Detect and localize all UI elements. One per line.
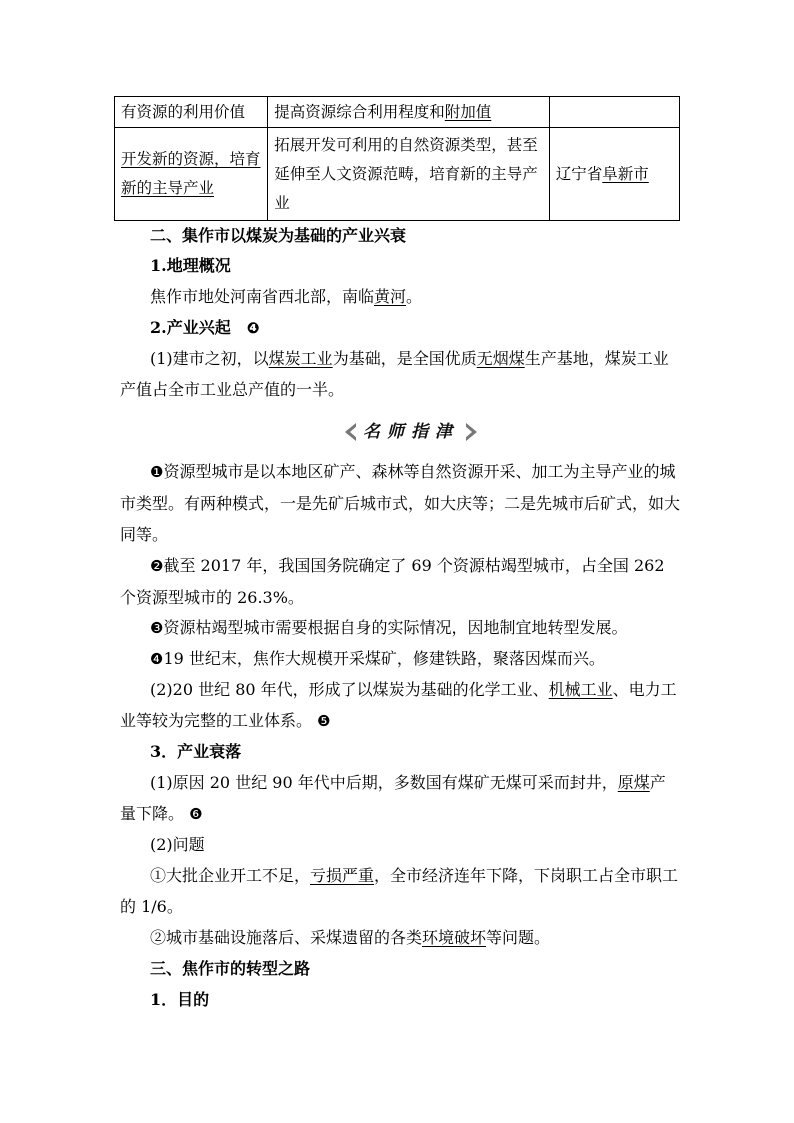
text-run: 辽宁省 [555,164,603,183]
text-run: 三、焦作市的转型之路 [150,959,311,978]
underlined-answer: 附加值 [444,102,492,121]
tip-banner [345,419,477,445]
note-marker: ❸ [150,619,164,637]
text-run: 3．产业衰落 [150,742,242,761]
paragraph [120,922,680,953]
table-cell [549,97,679,128]
note-marker: ❹ [246,319,260,337]
text-run: 2.产业兴起 [150,318,247,337]
table-cell [268,97,549,128]
table-row [115,128,680,221]
underlined-answer: 亏损严重 [310,866,375,885]
text-run: 1.地理概况 [150,256,231,275]
text-run: (2)20 世纪 80 年代，形成了以煤炭为基础的化学工业、 [150,680,549,699]
section-heading [120,220,680,251]
paragraph [120,860,680,922]
text-run: 为基础，是全国优质 [332,349,477,368]
underlined-answer: 原煤 [617,773,650,792]
right-arrow-inner-icon [464,425,472,439]
text-run: 等问题。 [486,928,551,947]
underlined-answer: 阜新市 [602,164,649,183]
underlined-answer: 黄河 [374,287,407,306]
note-paragraph [120,550,680,613]
underlined-answer: 环境破坏 [422,928,487,947]
tip-banner-title: 名师指津 [363,422,459,442]
text-run: 二、集作市以煤炭为基础的产业兴衰 [150,226,407,245]
text-run: ②城市基础设施落后、采煤遗留的各类 [150,928,423,947]
paragraph [120,829,680,860]
note-marker: ❷ [150,557,164,575]
resource-table [114,96,680,221]
text-run: ，全市经济连年下降，下岗职工占全市职工的 1/6。 [120,866,679,916]
text-run: 截至 2017 年，我国国务院确定了 69 个资源枯竭型城市，占全国 262 个资源型城市的 26.3%。 [120,556,665,607]
text-run: 有资源的利用价值 [121,102,246,121]
text-run: 资源型城市是以本地区矿产、森林等自然资源开采、加工为主导产业的城市类型。有两种模式，一是先矿后城市式，如大庆等；二是先城市后矿式，如大同等。 [120,462,681,544]
note-paragraph [120,643,680,675]
text-run: 产量下降。 [120,773,666,823]
note-marker: ❶ [150,463,164,481]
subheading [120,250,680,281]
note-marker: ❹ [150,650,164,668]
text-run: 生产基地，煤炭工业产值占全市工业总产值的一半。 [120,349,669,399]
underlined-answer: 无烟煤 [476,349,525,368]
paragraph [120,767,680,830]
subheading [120,984,680,1015]
underlined-answer: 煤炭工业 [268,349,333,368]
text-run: 1．目的 [150,990,210,1009]
table-cell [268,128,549,221]
note-paragraph [120,612,680,644]
paragraph [120,674,680,737]
subheading [120,312,680,344]
subheading [120,736,680,767]
text-run: 19 世纪末，焦作大规模开采煤矿，修建铁路，聚落因煤而兴。 [163,649,605,668]
text-run: (2)问题 [150,835,205,854]
text-run: ①大批企业开工不足， [150,866,311,885]
underlined-answer: 机械工业 [548,680,613,699]
underlined-answer: 开发新的资源，培育新的主导产业 [121,150,261,197]
text-run: 资源枯竭型城市需要根据自身的实际情况，因地制宜地转型发展。 [163,618,628,637]
section-heading [120,953,680,984]
paragraph [120,281,680,312]
text-run: 提高资源综合利用程度和 [274,102,445,121]
note-paragraph [120,456,680,550]
table-cell [549,128,679,221]
text-run: 、电力工业等较为完整的工业体系。 [120,680,677,730]
text-run: (1)原因 20 世纪 90 年代中后期，多数国有煤矿无煤可采而封井， [150,773,618,792]
text-run: (1)建市之初，以 [150,349,269,368]
note-marker: ❻ [189,805,203,823]
text-run: 。 [406,287,423,306]
table-cell [115,128,268,221]
text-run: 焦作市地处河南省西北部，南临 [150,287,375,306]
table-row [115,97,680,128]
table-cell [115,97,268,128]
paragraph [120,343,680,405]
text-run: 拓展开发可利用的自然资源类型，甚至延伸至人文资源范畴，培育新的主导产业 [274,135,538,212]
left-arrow-inner-icon [350,425,358,439]
note-marker: ❺ [317,712,331,730]
